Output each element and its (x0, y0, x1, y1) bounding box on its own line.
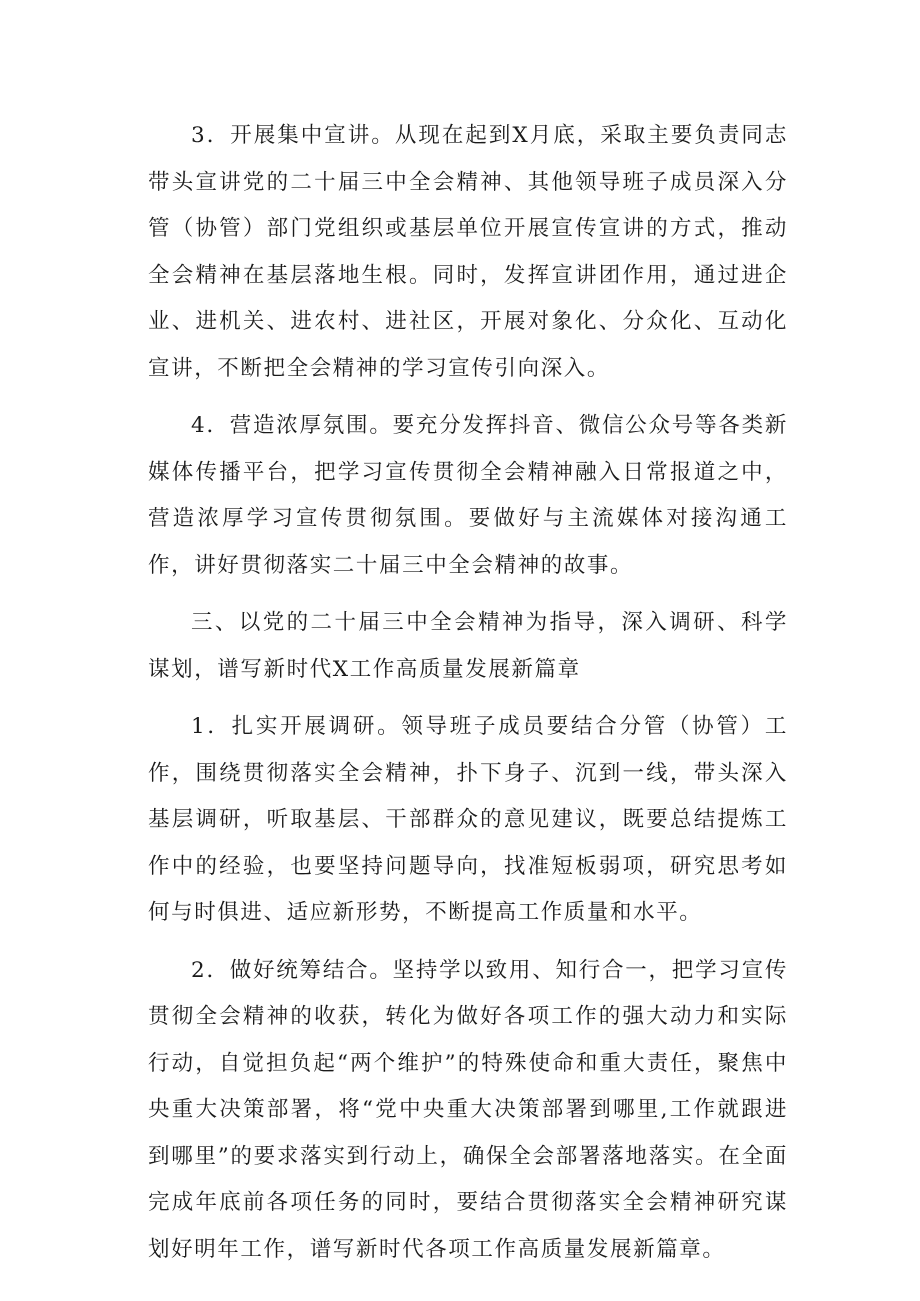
document-body (148, 113, 788, 1284)
paragraph-item-2-coordinate: 2．做好统筹结合。坚持学以致用、知行合一，把学习宣传贯彻全会精神的收获，转化为做好各项工作的强大动力和实际行动，自觉担负起“两个维护”的特殊使命和重大责任，聚焦中央重大决策部署，将“党中央重大决策部署到哪里,工作就跟进到哪里”的要求落实到行动上，确保全会部署落地落实。在全面完成年底前各项任务的同时，要结合贯彻落实全会精神研究谋划好明年工作，谱写新时代各项工作高质量发展新篇章。 (148, 957, 788, 1262)
paragraph-item-4-create-atmosphere: 4．营造浓厚氛围。要充分发挥抖音、微信公众号等各类新媒体传播平台，把学习宣传贯彻全会精神融入日常报道之中，营造浓厚学习宣传贯彻氛围。要做好与主流媒体对接沟通工作，讲好贯彻落实二十届三中全会精神的故事。 (148, 413, 788, 578)
section-heading-three: 三、以党的二十届三中全会精神为指导，深入调研、科学谋划，谱写新时代X工作高质量发展新篇章 (148, 610, 788, 682)
paragraph-item-3-concentrated-lecture: 3．开展集中宣讲。从现在起到X月底，采取主要负责同志带头宣讲党的二十届三中全会精神、其他领导班子成员深入分管（协管）部门党组织或基层单位开展宣传宣讲的方式，推动全会精神在基层落地生根。同时，发挥宣讲团作用，通过进企业、进机关、进农村、进社区，开展对象化、分众化、互动化宣讲，不断把全会精神的学习宣传引向深入。 (148, 123, 788, 381)
paragraph-item-1-conduct-research: 1．扎实开展调研。领导班子成员要结合分管（协管）工作，围绕贯彻落实全会精神，扑下身子、沉到一线，带头深入基层调研，听取基层、干部群众的意见建议，既要总结提炼工作中的经验，也要坚持问题导向，找准短板弱项，研究思考如何与时俱进、适应新形势，不断提高工作质量和水平。 (148, 714, 788, 925)
